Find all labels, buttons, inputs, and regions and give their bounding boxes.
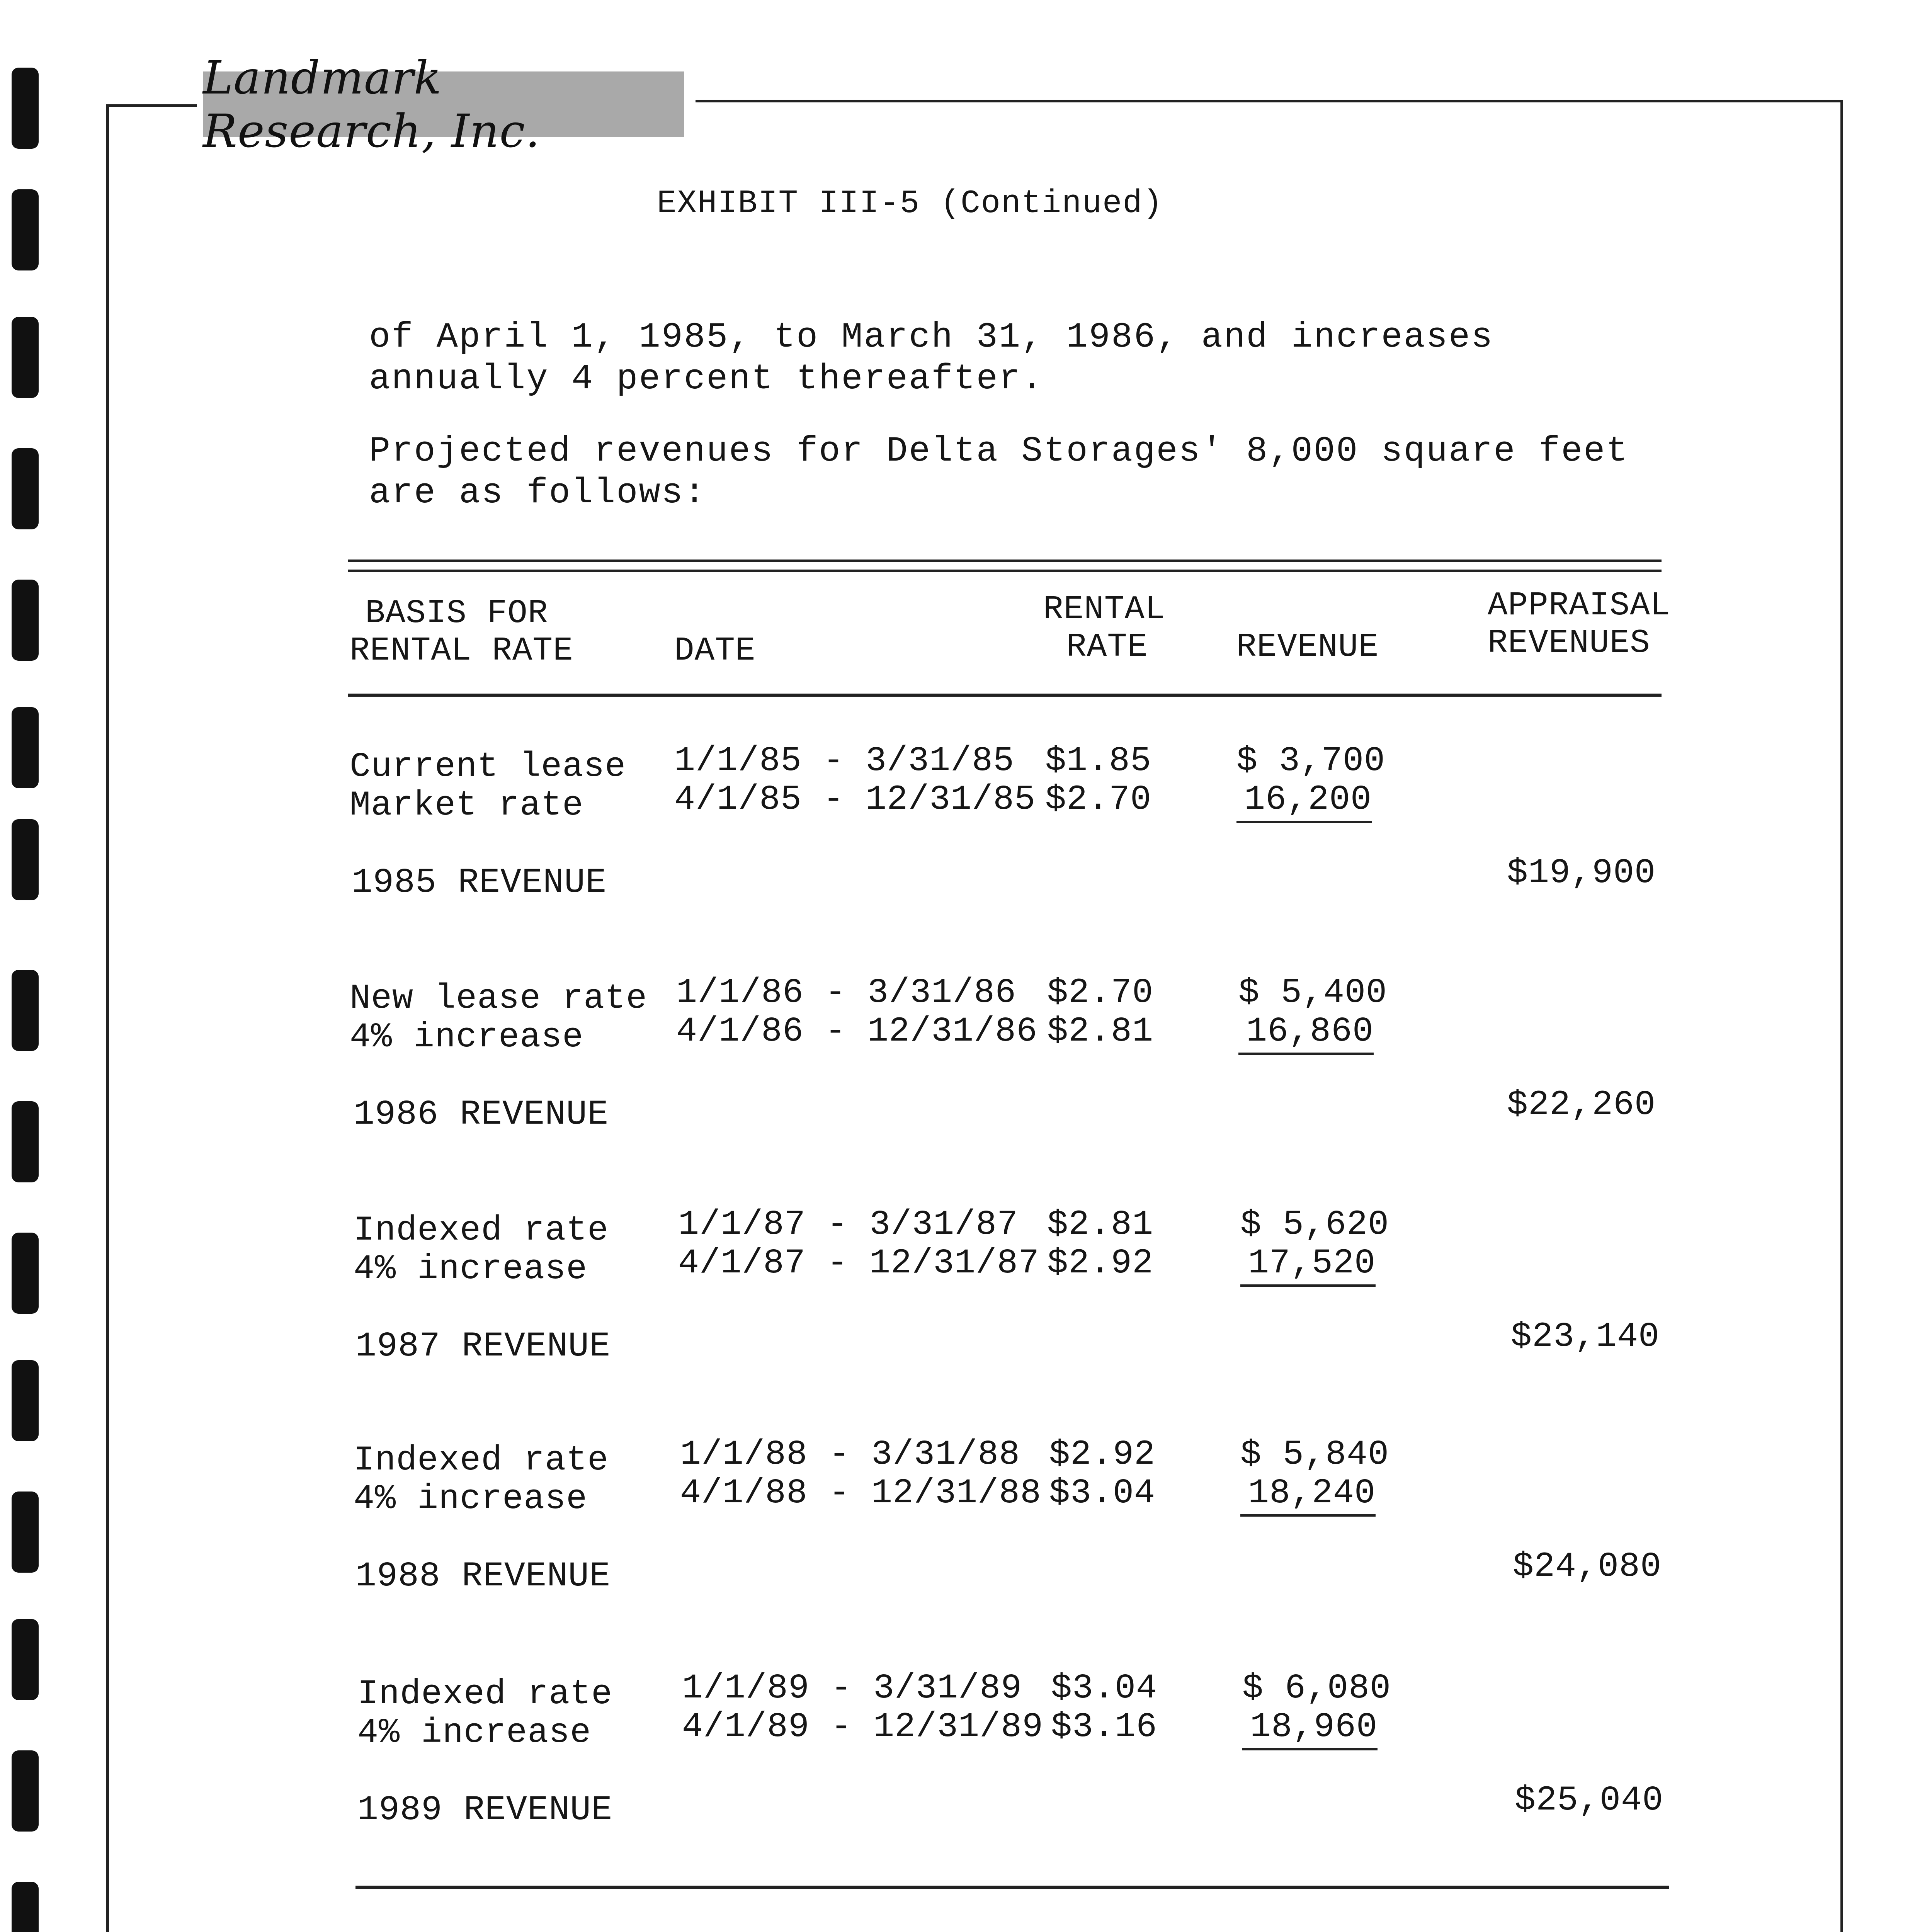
- cell-rate: $2.70: [1047, 973, 1154, 1013]
- frame-border: [106, 104, 109, 1932]
- punch-mark: [12, 1360, 39, 1441]
- header-revenue: REVENUE: [1236, 628, 1379, 666]
- cell-date: 4/1/89 - 12/31/89: [682, 1708, 1044, 1747]
- cell-basis: 4% increase: [350, 1018, 584, 1057]
- cell-basis: 4% increase: [357, 1713, 592, 1753]
- logo-text: Landmark Research, Inc.: [203, 51, 541, 158]
- year-total-value: $22,260: [1507, 1085, 1656, 1125]
- exhibit-title: EXHIBIT III-5 (Continued): [657, 185, 1163, 222]
- punch-mark: [12, 1492, 39, 1573]
- header-rate-line2: RATE: [1066, 628, 1148, 666]
- cell-rate: $3.04: [1049, 1474, 1156, 1513]
- company-logo: [203, 51, 684, 158]
- cell-revenue: $ 3,700: [1236, 742, 1386, 781]
- cell-rate: $3.04: [1051, 1669, 1158, 1708]
- cell-basis: Indexed rate: [354, 1441, 609, 1480]
- cell-revenue: 16,200: [1236, 781, 1372, 823]
- punch-mark: [12, 1882, 39, 1932]
- header-basis-line1: BASIS FOR: [365, 594, 548, 632]
- year-total-label: 1989 REVENUE: [357, 1791, 613, 1830]
- cell-rate: $3.16: [1051, 1708, 1158, 1747]
- cell-date: 1/1/86 - 3/31/86: [676, 973, 1017, 1013]
- cell-revenue: $ 6,080: [1242, 1669, 1391, 1708]
- cell-revenue: $ 5,840: [1240, 1435, 1389, 1475]
- punch-mark: [12, 819, 39, 900]
- year-total-label: 1986 REVENUE: [354, 1095, 609, 1134]
- punch-mark: [12, 1619, 39, 1700]
- cell-revenue: 18,240: [1240, 1474, 1376, 1517]
- cell-basis: 4% increase: [354, 1250, 588, 1289]
- cell-date: 4/1/85 - 12/31/85: [674, 780, 1036, 820]
- punch-mark: [12, 1233, 39, 1314]
- punch-mark: [12, 707, 39, 788]
- cell-date: 1/1/89 - 3/31/89: [682, 1669, 1022, 1708]
- punch-mark: [12, 970, 39, 1051]
- cell-rate: $2.92: [1047, 1244, 1154, 1283]
- cell-revenue: 17,520: [1240, 1244, 1376, 1287]
- cell-basis: New lease rate: [350, 979, 648, 1019]
- header-rule: [348, 694, 1662, 697]
- punch-mark: [12, 448, 39, 529]
- year-total-value: $25,040: [1515, 1781, 1664, 1820]
- cell-rate: $2.81: [1047, 1205, 1154, 1245]
- cell-basis: Market rate: [350, 786, 584, 825]
- year-total-label: 1985 REVENUE: [352, 863, 607, 903]
- cell-rate: $2.81: [1047, 1012, 1154, 1051]
- cell-rate: $1.85: [1045, 742, 1152, 781]
- intro-para2-line1: Projected revenues for Delta Storages' 8,000 square feet: [369, 431, 1629, 471]
- cell-basis: Current lease: [350, 747, 626, 787]
- header-date: DATE: [674, 632, 756, 670]
- frame-border: [696, 100, 1843, 102]
- punch-mark: [12, 68, 39, 149]
- year-total-value: $19,900: [1507, 854, 1656, 893]
- cell-date: 4/1/88 - 12/31/88: [680, 1474, 1042, 1513]
- cell-date: 1/1/87 - 3/31/87: [678, 1205, 1019, 1245]
- cell-rate: $2.70: [1045, 780, 1152, 820]
- cell-basis: Indexed rate: [354, 1211, 609, 1250]
- punch-mark: [12, 189, 39, 270]
- punch-mark: [12, 580, 39, 661]
- header-appraisal-line1: APPRAISAL: [1488, 587, 1671, 624]
- header-appraisal-line2: REVENUES: [1488, 624, 1650, 662]
- cell-revenue: $ 5,620: [1240, 1205, 1389, 1245]
- intro-para2-line2: are as follows:: [369, 473, 707, 513]
- cell-basis: Indexed rate: [357, 1675, 613, 1714]
- cell-revenue: 16,860: [1238, 1012, 1374, 1055]
- year-total-label: 1988 REVENUE: [355, 1557, 611, 1596]
- header-basis-line2: RENTAL RATE: [350, 632, 573, 670]
- intro-para1-line2: annually 4 percent thereafter.: [369, 359, 1044, 399]
- cell-revenue: 18,960: [1242, 1708, 1378, 1750]
- year-total-value: $24,080: [1513, 1547, 1662, 1587]
- punch-mark: [12, 1101, 39, 1182]
- cell-date: 4/1/86 - 12/31/86: [676, 1012, 1038, 1051]
- cell-date: 4/1/87 - 12/31/87: [678, 1244, 1040, 1283]
- punch-mark: [12, 1750, 39, 1832]
- cell-date: 1/1/88 - 3/31/88: [680, 1435, 1020, 1475]
- cell-revenue: $ 5,400: [1238, 973, 1388, 1013]
- cell-date: 1/1/85 - 3/31/85: [674, 742, 1015, 781]
- table-top-rule: [348, 570, 1662, 572]
- cell-rate: $2.92: [1049, 1435, 1156, 1475]
- header-rate-line1: RENTAL: [1043, 590, 1165, 628]
- frame-border: [1840, 100, 1843, 1932]
- table-top-rule: [348, 560, 1662, 562]
- punch-mark: [12, 317, 39, 398]
- year-total-value: $23,140: [1511, 1317, 1660, 1357]
- frame-border: [106, 104, 197, 107]
- intro-para1-line1: of April 1, 1985, to March 31, 1986, and increases: [369, 317, 1494, 357]
- table-bottom-rule: [355, 1886, 1669, 1889]
- cell-basis: 4% increase: [354, 1480, 588, 1519]
- year-total-label: 1987 REVENUE: [355, 1327, 611, 1366]
